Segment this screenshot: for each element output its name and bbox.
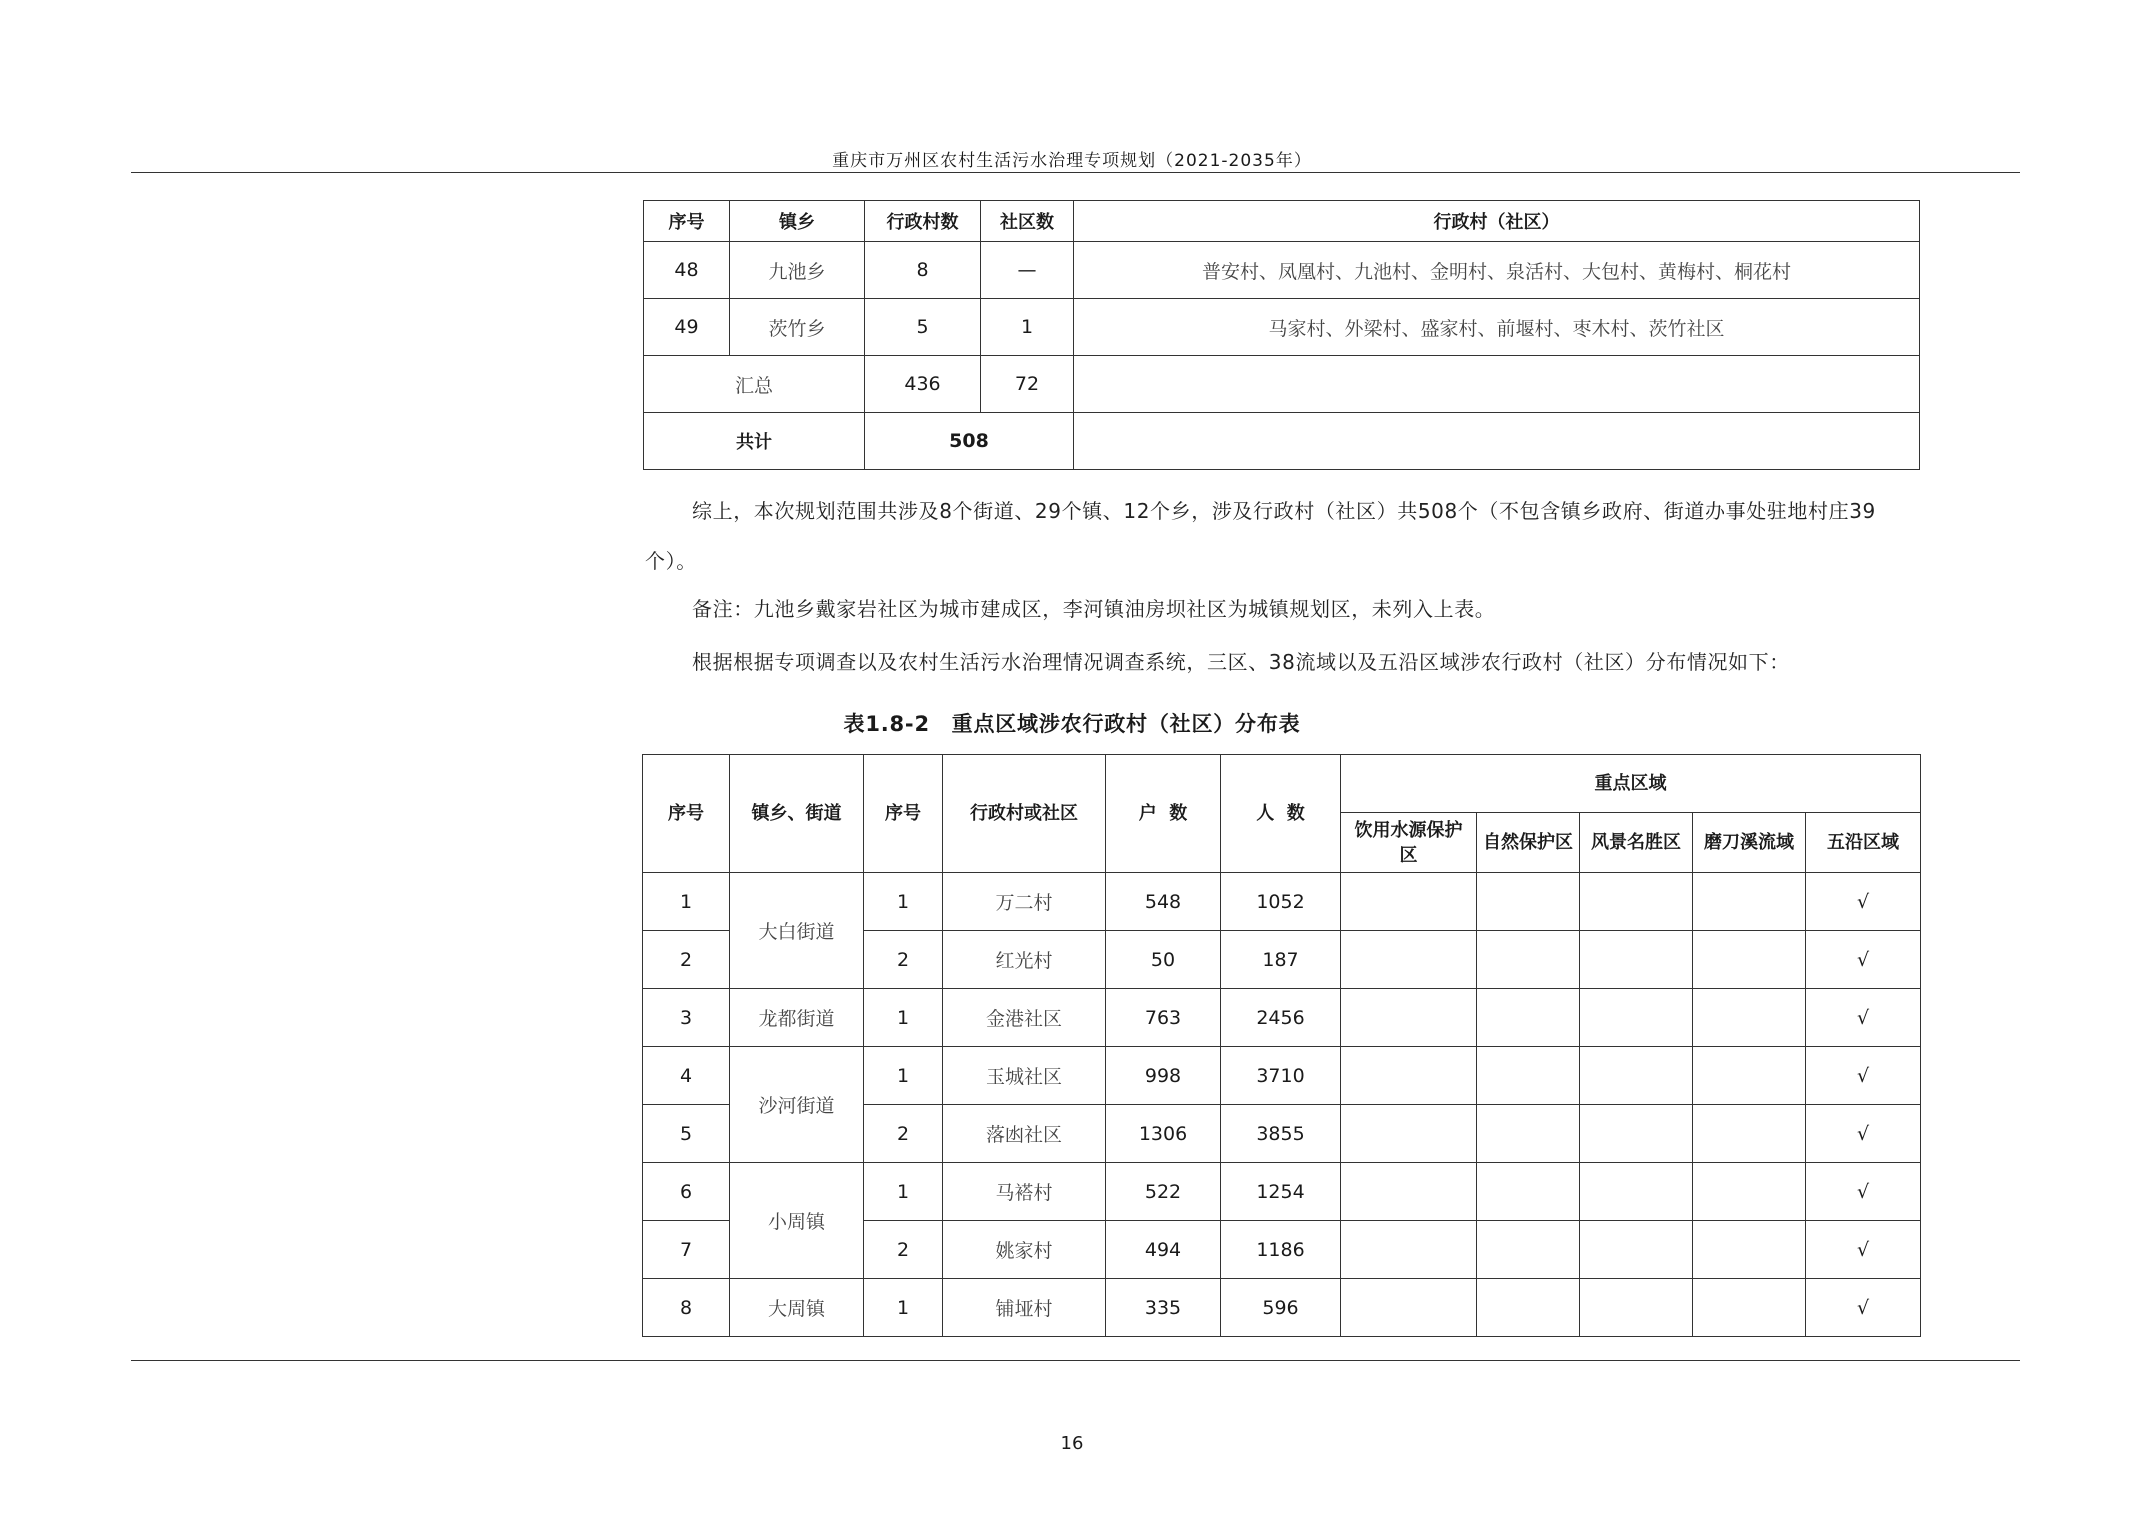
table-header-row	[644, 201, 1920, 242]
cell-no: 3	[643, 989, 730, 1047]
cell-sub-no: 1	[864, 1163, 943, 1221]
cell-households: 763	[1106, 989, 1221, 1047]
empty-cell	[1477, 873, 1580, 931]
col-header-no: 序号	[643, 755, 730, 873]
empty-cell	[1580, 989, 1693, 1047]
col-header-sub-no: 序号	[864, 755, 943, 873]
subtotal-villages: 436	[865, 356, 981, 413]
empty-cell	[1580, 931, 1693, 989]
cell-no: 8	[643, 1279, 730, 1337]
empty-cell	[1693, 1163, 1806, 1221]
cell-no: 1	[643, 873, 730, 931]
cell-village-list: 普安村、凤凰村、九池村、金明村、泉活村、大包村、黄梅村、桐花村	[1074, 242, 1920, 299]
col-header-scenic-area: 风景名胜区	[1580, 813, 1693, 873]
empty-cell	[1477, 1221, 1580, 1279]
check-mark: √	[1806, 873, 1921, 931]
col-header-town: 镇乡、街道	[730, 755, 864, 873]
empty-cell	[1580, 1047, 1693, 1105]
check-mark: √	[1806, 1221, 1921, 1279]
cell-population: 1186	[1221, 1221, 1341, 1279]
cell-population: 596	[1221, 1279, 1341, 1337]
cell-no: 5	[643, 1105, 730, 1163]
table-row	[644, 242, 1920, 299]
cell-town: 茨竹乡	[730, 299, 865, 356]
cell-no: 2	[643, 931, 730, 989]
cell-town: 大白街道	[730, 873, 864, 989]
subtotal-row	[644, 356, 1920, 413]
empty-cell	[1341, 1105, 1477, 1163]
total-value: 508	[865, 413, 1074, 470]
summary-paragraph-line2: 个）。	[645, 549, 697, 573]
empty-cell	[1580, 1105, 1693, 1163]
cell-households: 50	[1106, 931, 1221, 989]
village-count-table	[643, 200, 1920, 470]
empty-cell	[1693, 1047, 1806, 1105]
cell-population: 3855	[1221, 1105, 1341, 1163]
col-header-households: 户 数	[1106, 755, 1221, 873]
cell-no: 4	[643, 1047, 730, 1105]
subtotal-communities: 72	[981, 356, 1074, 413]
col-header-village-list: 行政村（社区）	[1074, 201, 1920, 242]
cell-no: 49	[644, 299, 730, 356]
cell-sub-no: 1	[864, 873, 943, 931]
empty-cell	[1074, 356, 1920, 413]
summary-paragraph-line1: 综上，本次规划范围共涉及8个街道、29个镇、12个乡，涉及行政村（社区）共508个（不包含镇乡政府、街道办事处驻地村庄39	[692, 499, 1876, 523]
empty-cell	[1477, 1279, 1580, 1337]
cell-sub-no: 2	[864, 1105, 943, 1163]
table-row	[643, 1279, 1921, 1337]
empty-cell	[1341, 989, 1477, 1047]
cell-village: 铺垭村	[943, 1279, 1106, 1337]
empty-cell	[1341, 873, 1477, 931]
empty-cell	[1477, 989, 1580, 1047]
subtotal-label: 汇总	[644, 356, 865, 413]
col-header-no: 序号	[644, 201, 730, 242]
check-mark: √	[1806, 931, 1921, 989]
cell-population: 187	[1221, 931, 1341, 989]
total-label: 共计	[644, 413, 865, 470]
cell-households: 1306	[1106, 1105, 1221, 1163]
cell-villages: 5	[865, 299, 981, 356]
cell-village: 金港社区	[943, 989, 1106, 1047]
check-mark: √	[1806, 1279, 1921, 1337]
empty-cell	[1580, 873, 1693, 931]
empty-cell	[1341, 1047, 1477, 1105]
empty-cell	[1477, 931, 1580, 989]
header-rule	[131, 172, 2020, 173]
total-row	[644, 413, 1920, 470]
empty-cell	[1693, 931, 1806, 989]
check-mark: √	[1806, 989, 1921, 1047]
empty-cell	[1693, 1105, 1806, 1163]
cell-population: 3710	[1221, 1047, 1341, 1105]
empty-cell	[1580, 1163, 1693, 1221]
check-mark: √	[1806, 1047, 1921, 1105]
table-row	[643, 1047, 1921, 1105]
table-row	[643, 1163, 1921, 1221]
col-header-nature-reserve: 自然保护区	[1477, 813, 1580, 873]
col-header-key-area: 重点区域	[1341, 755, 1921, 813]
table-row	[644, 299, 1920, 356]
cell-village: 落凼社区	[943, 1105, 1106, 1163]
cell-village: 玉城社区	[943, 1047, 1106, 1105]
empty-cell	[1693, 873, 1806, 931]
empty-cell	[1580, 1221, 1693, 1279]
cell-village: 红光村	[943, 931, 1106, 989]
footer-rule	[131, 1360, 2020, 1361]
empty-cell	[1580, 1279, 1693, 1337]
cell-town: 大周镇	[730, 1279, 864, 1337]
col-header-villages: 行政村数	[865, 201, 981, 242]
check-mark: √	[1806, 1163, 1921, 1221]
cell-town: 龙都街道	[730, 989, 864, 1047]
cell-households: 522	[1106, 1163, 1221, 1221]
cell-communities: —	[981, 242, 1074, 299]
page-number: 16	[1060, 1433, 1084, 1454]
cell-communities: 1	[981, 299, 1074, 356]
table-caption: 表1.8-2 重点区域涉农行政村（社区）分布表	[843, 712, 1301, 736]
cell-town: 九池乡	[730, 242, 865, 299]
cell-sub-no: 2	[864, 931, 943, 989]
empty-cell	[1341, 931, 1477, 989]
col-header-town: 镇乡	[730, 201, 865, 242]
cell-population: 1254	[1221, 1163, 1341, 1221]
document-header-title: 重庆市万州区农村生活污水治理专项规划（2021-2035年）	[832, 151, 1312, 171]
table-row	[643, 989, 1921, 1047]
cell-town: 小周镇	[730, 1163, 864, 1279]
cell-no: 48	[644, 242, 730, 299]
cell-villages: 8	[865, 242, 981, 299]
cell-households: 335	[1106, 1279, 1221, 1337]
table-header-row	[643, 755, 1921, 813]
cell-households: 494	[1106, 1221, 1221, 1279]
empty-cell	[1693, 989, 1806, 1047]
note-paragraph: 备注：九池乡戴家岩社区为城市建成区，李河镇油房坝社区为城镇规划区，未列入上表。	[692, 597, 1496, 621]
col-header-population: 人 数	[1221, 755, 1341, 873]
empty-cell	[1341, 1279, 1477, 1337]
cell-village: 姚家村	[943, 1221, 1106, 1279]
empty-cell	[1477, 1047, 1580, 1105]
empty-cell	[1693, 1279, 1806, 1337]
table-row	[643, 873, 1921, 931]
col-header-communities: 社区数	[981, 201, 1074, 242]
cell-sub-no: 1	[864, 1047, 943, 1105]
cell-sub-no: 2	[864, 1221, 943, 1279]
cell-no: 7	[643, 1221, 730, 1279]
cell-town: 沙河街道	[730, 1047, 864, 1163]
col-header-water-source-protection: 饮用水源保护区	[1341, 813, 1477, 873]
cell-village: 马褡村	[943, 1163, 1106, 1221]
check-mark: √	[1806, 1105, 1921, 1163]
empty-cell	[1477, 1163, 1580, 1221]
cell-population: 1052	[1221, 873, 1341, 931]
empty-cell	[1341, 1163, 1477, 1221]
cell-population: 2456	[1221, 989, 1341, 1047]
cell-sub-no: 1	[864, 989, 943, 1047]
col-header-modaoxi-basin: 磨刀溪流域	[1693, 813, 1806, 873]
col-header-village: 行政村或社区	[943, 755, 1106, 873]
intro-paragraph: 根据根据专项调查以及农村生活污水治理情况调查系统，三区、38流域以及五沿区域涉农行政村（社区）分布情况如下：	[692, 650, 1790, 674]
col-header-five-along-area: 五沿区域	[1806, 813, 1921, 873]
cell-no: 6	[643, 1163, 730, 1221]
empty-cell	[1477, 1105, 1580, 1163]
empty-cell	[1074, 413, 1920, 470]
empty-cell	[1341, 1221, 1477, 1279]
cell-sub-no: 1	[864, 1279, 943, 1337]
key-area-distribution-table	[642, 754, 1921, 1337]
cell-village: 万二村	[943, 873, 1106, 931]
cell-village-list: 马家村、外梁村、盛家村、前堰村、枣木村、茨竹社区	[1074, 299, 1920, 356]
cell-households: 998	[1106, 1047, 1221, 1105]
empty-cell	[1693, 1221, 1806, 1279]
cell-households: 548	[1106, 873, 1221, 931]
